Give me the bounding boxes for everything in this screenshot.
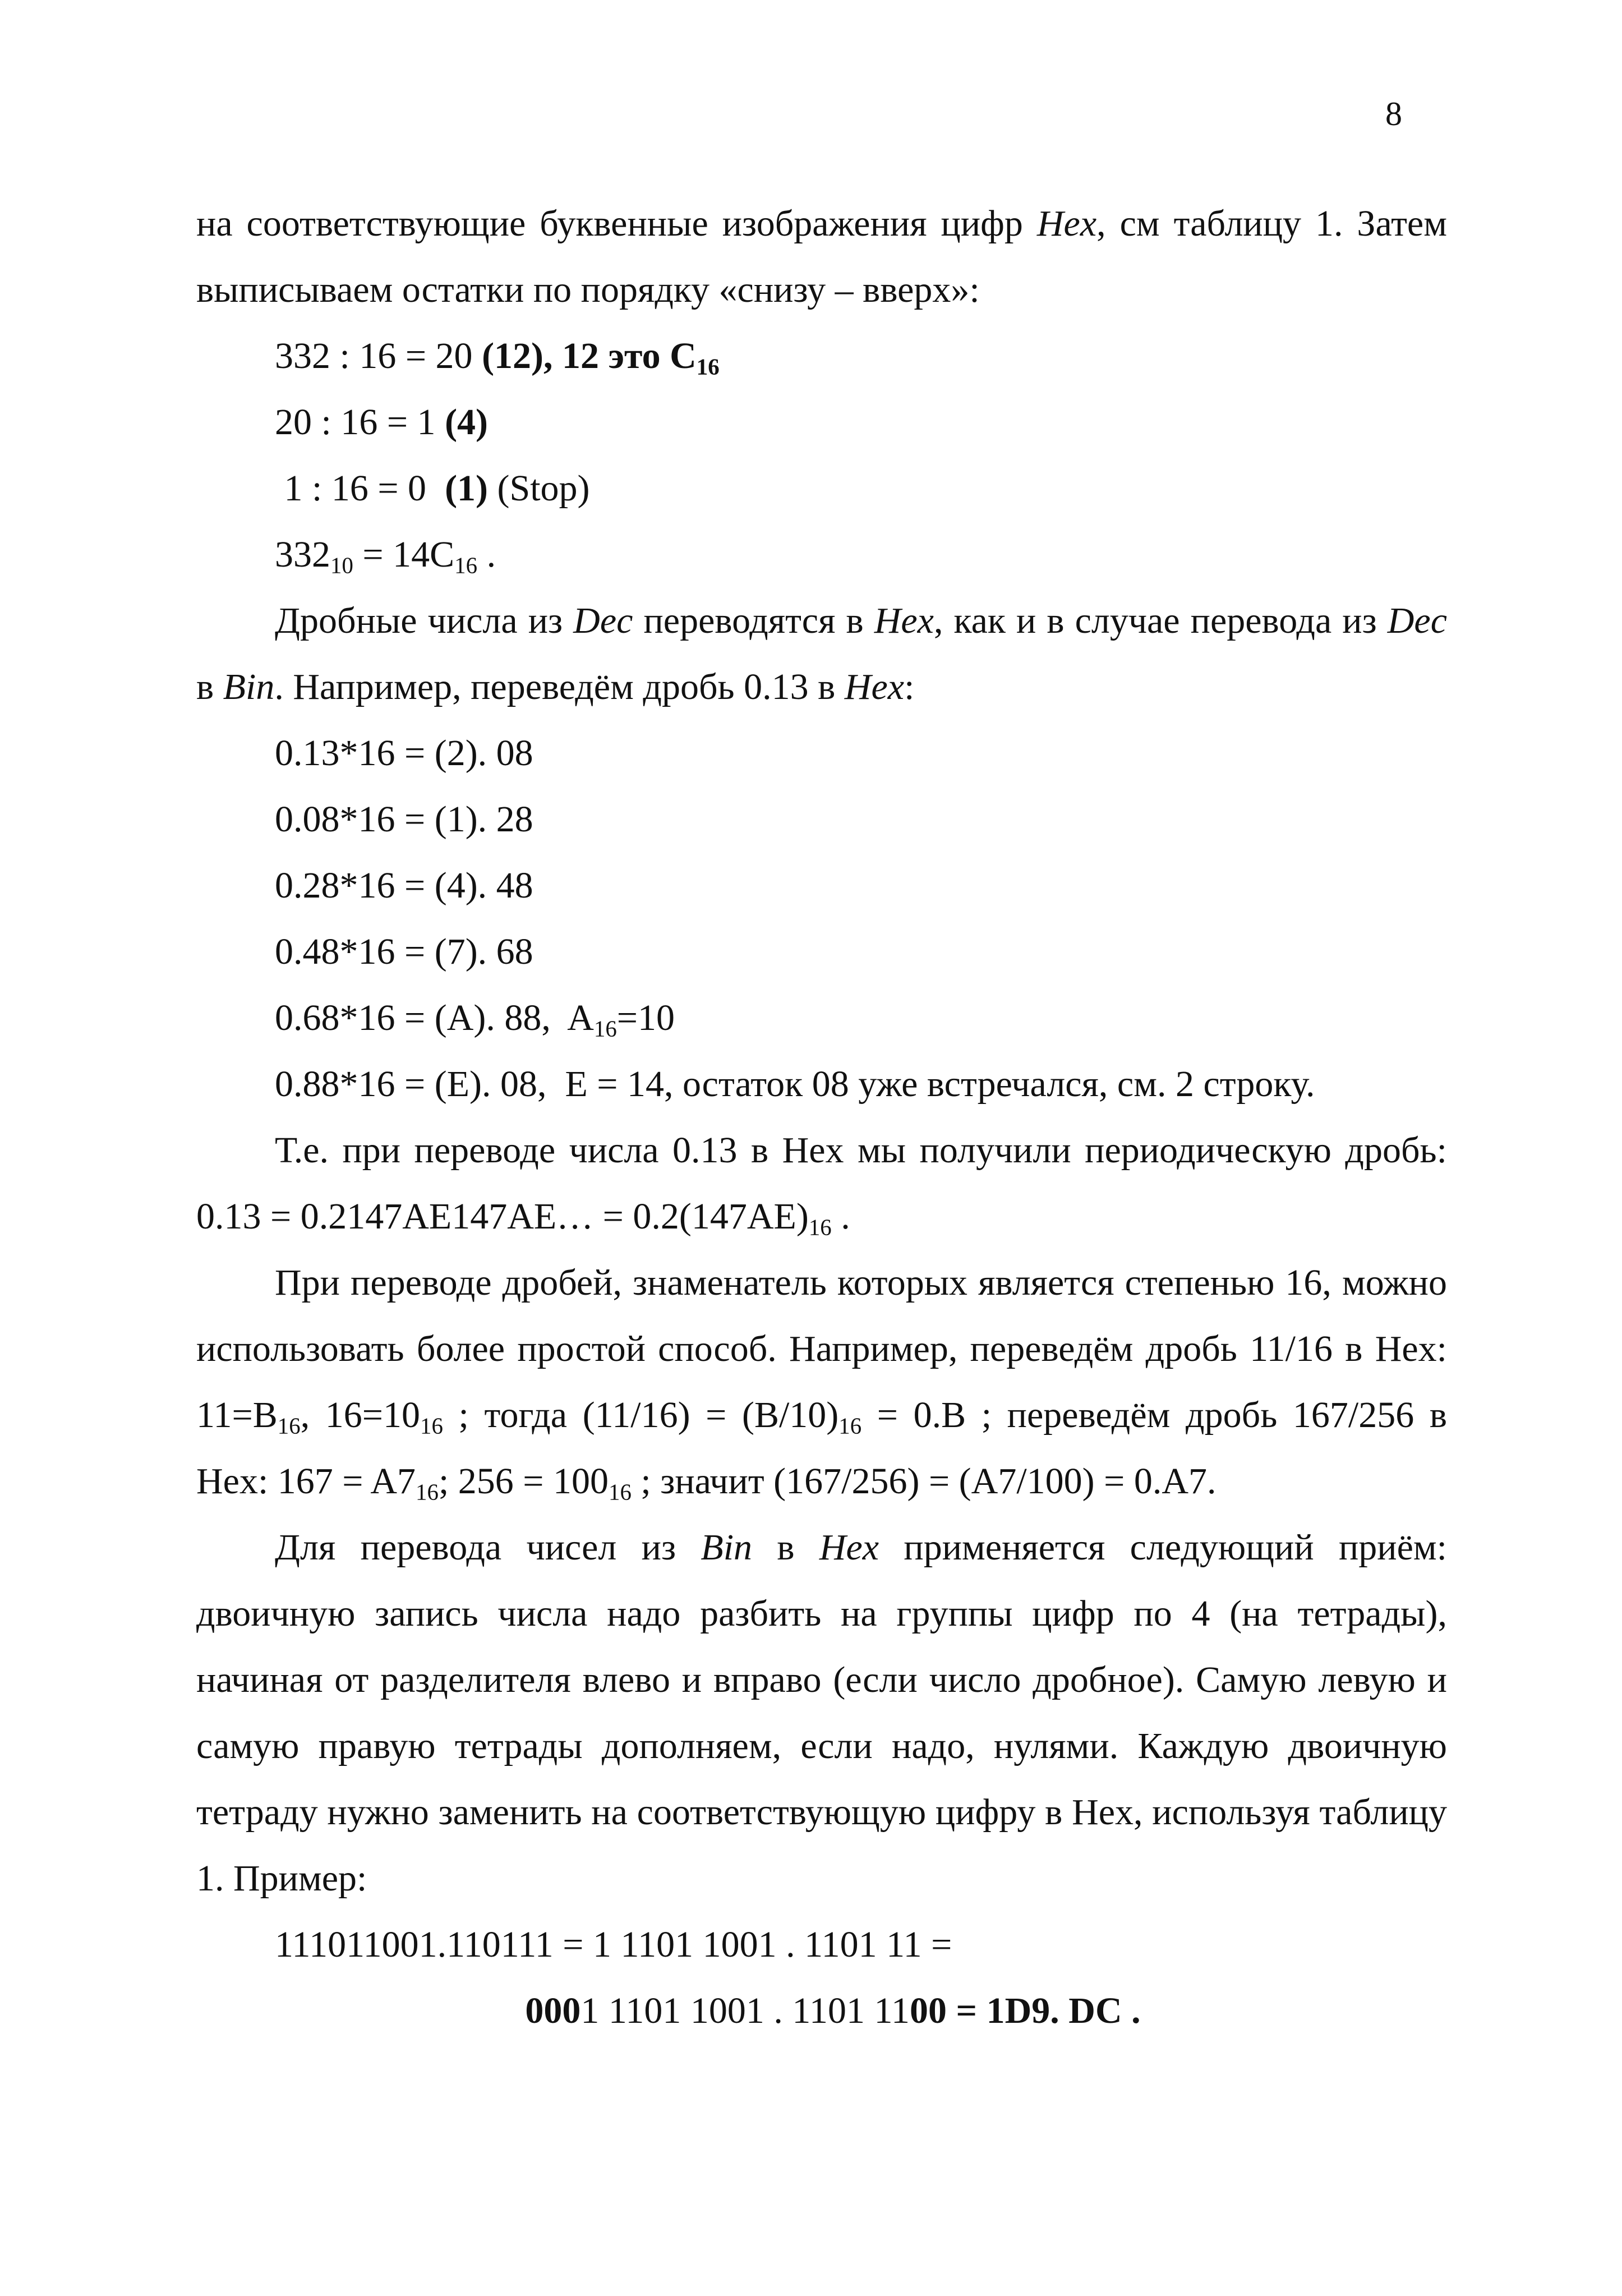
subscript: 10	[330, 553, 353, 578]
term-bin: Bin	[701, 1527, 753, 1568]
text-run: . Например, переведём дробь 0.13 в	[274, 666, 845, 707]
formula-line-3	[275, 455, 1447, 522]
text-run: 1 1101 1001 . 1101 11	[580, 1990, 910, 2031]
text-run: на соответствующие буквенные изображения цифр	[196, 203, 1037, 244]
text-run: 332	[275, 534, 330, 575]
formula-line-10: 0.88*16 = (E). 08, E = 14, остаток 08 уже встречался, см. 2 строку.	[275, 1064, 1315, 1105]
text-run: = 14C	[353, 534, 455, 575]
bold-run: 00 = 1D9. DC .	[910, 1990, 1141, 2031]
formula-line-1	[275, 323, 1447, 389]
text-run: (12), 12 это C	[482, 335, 697, 376]
term-dec: Dec	[1387, 600, 1448, 641]
text-run: (Stop)	[488, 468, 590, 509]
paragraph-power-of-16	[196, 1250, 1447, 1515]
text-run: Для перевода чисел из	[275, 1527, 701, 1568]
subscript: 16	[416, 1479, 439, 1505]
subscript: 16	[696, 354, 720, 380]
text-run: :	[904, 666, 915, 707]
formula-line-9	[275, 985, 1447, 1051]
subscript: 16	[420, 1413, 443, 1439]
text-run: в	[752, 1527, 819, 1568]
subscript: 16	[808, 1214, 832, 1240]
text-run: ; 256 = 100	[438, 1461, 609, 1502]
bold-run: 000	[525, 1990, 581, 2031]
text-run: , 16=10	[300, 1395, 421, 1435]
paragraph-hex-letters	[196, 191, 1447, 323]
formula-line-5: 0.13*16 = (2). 08	[275, 733, 533, 774]
term-hex: Hex	[844, 666, 905, 707]
text-run: ; тогда (11/16) = (B/10)	[443, 1395, 839, 1435]
term-hex: Hex	[874, 600, 934, 641]
text-run: = 0.B ; переведём дробь 167/256 в Hex: 167 = A7	[196, 1395, 1447, 1502]
bold-run: (4)	[445, 402, 489, 443]
text-run: переводятся в	[633, 600, 874, 641]
formula-line-6: 0.08*16 = (1). 28	[275, 799, 533, 840]
bold-run	[482, 335, 720, 380]
formula-line-2	[275, 389, 1447, 455]
paragraph-periodic-fraction	[196, 1117, 1447, 1250]
text-run: , см таблицу 1. Затем выписываем остатки по порядку «снизу – вверх»:	[196, 203, 1447, 310]
term-dec: Dec	[573, 600, 633, 641]
text-run: =10	[616, 997, 675, 1038]
paragraph-bin-to-hex	[196, 1515, 1447, 1912]
formula-line-12	[196, 1978, 1447, 2044]
page-body	[196, 191, 1447, 2044]
term-bin: Bin	[223, 666, 275, 707]
subscript: 16	[277, 1413, 301, 1439]
formula-line-8: 0.48*16 = (7). 68	[275, 931, 533, 972]
bold-run: (1)	[445, 468, 489, 509]
term-hex: Hex	[1036, 203, 1097, 244]
text-run: ; значит (167/256) = (A7/100) = 0.A7.	[631, 1461, 1216, 1502]
text-run: .	[477, 534, 496, 575]
text-run: Т.е. при переводе числа 0.13 в Hex мы получили периодическую дробь: 0.13 = 0.2147AE147AE… = 0.2(147AE)	[196, 1130, 1447, 1237]
text-run: 1 : 16 = 0	[275, 468, 445, 509]
text-run: 332 : 16 = 20	[275, 335, 482, 376]
text-run: применяется следующий приём: двоичную запись числа надо разбить на группы цифр по 4 (на тетрады), начиная от разделителя влево и вправо (если число дробное). Самую левую и самую правую тетрады дополняем, если надо, нулями. Каждую двоичную тетраду нужно заменить на соответствующую цифру в Hex, используя таблицу 1. Пример:	[196, 1527, 1448, 1899]
page-number: 8	[1385, 95, 1402, 132]
text-run: 0.68*16 = (A). 88, A	[275, 997, 594, 1038]
text-run: , как и в случае перевода из	[933, 600, 1388, 641]
text-run: Дробные числа из	[275, 600, 574, 641]
text-run: .	[831, 1196, 850, 1237]
subscript: 16	[609, 1479, 632, 1505]
subscript: 16	[454, 553, 478, 578]
subscript: 16	[838, 1413, 862, 1439]
text-run: При переводе дробей, знаменатель которых является степенью 16, можно использовать более простой способ. Например, переведём дробь 11/16 в Hex: 11=B	[196, 1262, 1447, 1435]
formula-line-4	[275, 522, 1447, 588]
text-run: в	[196, 666, 223, 707]
term-hex: Hex	[819, 1527, 879, 1568]
text-run: 20 : 16 = 1	[275, 402, 445, 443]
paragraph-fraction-conversion	[196, 588, 1447, 720]
subscript: 16	[593, 1016, 617, 1042]
formula-line-11: 111011001.110111 = 1 1101 1001 . 1101 11 =	[275, 1924, 952, 1965]
formula-line-7: 0.28*16 = (4). 48	[275, 865, 533, 906]
